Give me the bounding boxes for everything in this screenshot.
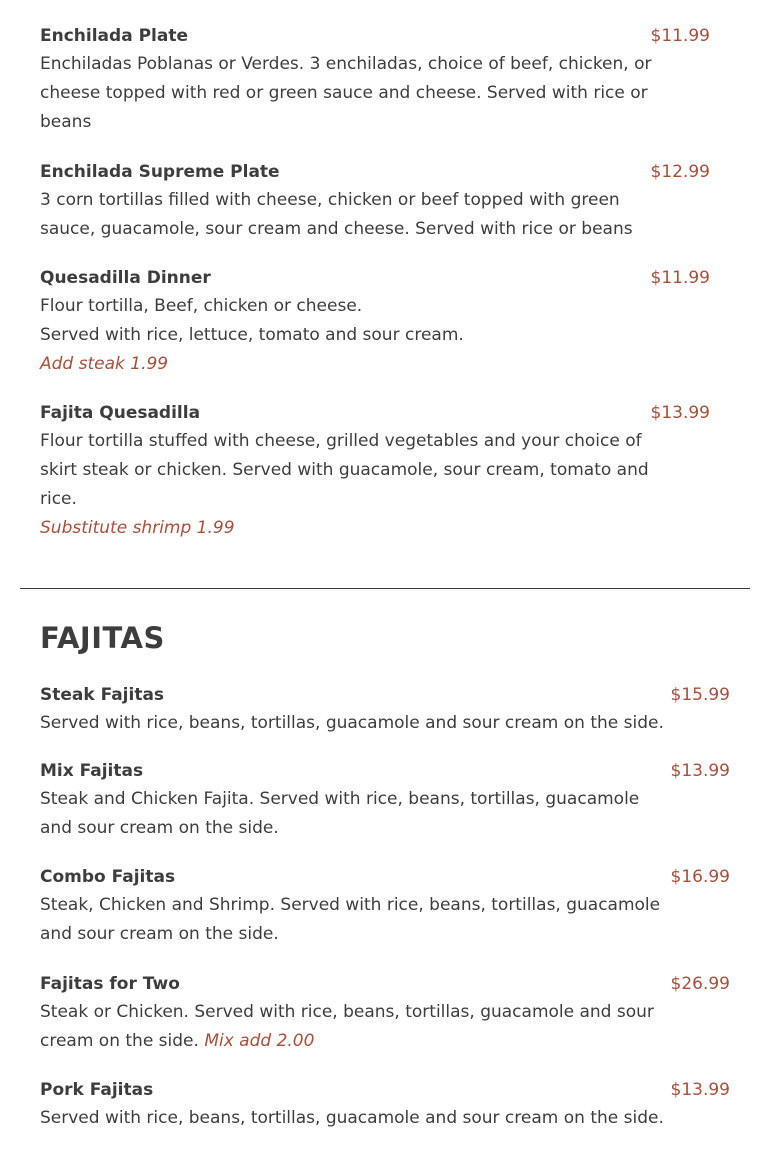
item-name: Fajitas for Two: [40, 974, 180, 994]
menu-item: [40, 863, 730, 970]
item-description: [40, 998, 655, 1056]
item-description: Served with rice, lettuce, tomato and sour cream.: [40, 325, 464, 345]
item-description: Served with rice, beans, tortillas, guacamole and sour cream on the side.: [40, 1108, 664, 1128]
item-name: Enchilada Supreme Plate: [40, 162, 280, 182]
item-price: $12.99: [650, 162, 710, 182]
section-heading: FAJITAS: [40, 621, 165, 655]
item-name: Fajita Quesadilla: [40, 403, 201, 423]
item-price: $11.99: [650, 268, 710, 288]
item-price: $11.99: [650, 26, 710, 46]
section-divider: [20, 588, 750, 589]
menu-item: [40, 681, 730, 757]
item-name: Enchilada Plate: [40, 26, 188, 46]
item-note: Add steak 1.99: [40, 354, 169, 374]
item-price: $15.99: [670, 685, 730, 705]
item-description: Steak and Chicken Fajita. Served with rice, beans, tortillas, guacamole and sour cream on the side.: [40, 789, 640, 838]
fajitas-section: [40, 681, 730, 1133]
menu-item: [40, 757, 730, 863]
menu-item: [40, 399, 710, 543]
item-description: Enchiladas Poblanas or Verdes. 3 enchiladas, choice of beef, chicken, or cheese topped with red or green sauce and cheese. Served with rice or beans: [40, 54, 652, 132]
item-description: Flour tortilla stuffed with cheese, grilled vegetables and your choice of skirt steak or chicken. Served with guacamole, sour cream, tomato and rice.: [40, 431, 649, 509]
menu-item: [40, 158, 710, 264]
item-price: $13.99: [670, 761, 730, 781]
item-price: $26.99: [670, 974, 730, 994]
item-description: 3 corn tortillas filled with cheese, chicken or beef topped with green sauce, guacamole, sour cream and cheese. Served with rice or beans: [40, 190, 633, 239]
item-price: $13.99: [670, 1080, 730, 1100]
item-note: Mix add 2.00: [204, 1031, 315, 1051]
plates-section: [40, 22, 710, 543]
item-name: Combo Fajitas: [40, 867, 176, 887]
menu-item: [40, 264, 710, 399]
item-name: Pork Fajitas: [40, 1080, 154, 1100]
menu-item: [40, 970, 730, 1076]
item-name: Quesadilla Dinner: [40, 268, 211, 288]
item-description: Flour tortilla, Beef, chicken or cheese.: [40, 296, 363, 316]
item-note: Substitute shrimp 1.99: [40, 518, 235, 538]
item-description-text: Steak or Chicken. Served with rice, beans, tortillas, guacamole and sour cream on the side.: [40, 1002, 654, 1051]
item-name: Mix Fajitas: [40, 761, 144, 781]
item-price: $16.99: [670, 867, 730, 887]
menu-item: [40, 1076, 730, 1133]
item-name: Steak Fajitas: [40, 685, 165, 705]
menu-item: [40, 22, 710, 158]
item-price: $13.99: [650, 403, 710, 423]
item-description: Served with rice, beans, tortillas, guacamole and sour cream on the side.: [40, 713, 664, 733]
item-description: Steak, Chicken and Shrimp. Served with rice, beans, tortillas, guacamole and sour cream on the side.: [40, 895, 661, 944]
